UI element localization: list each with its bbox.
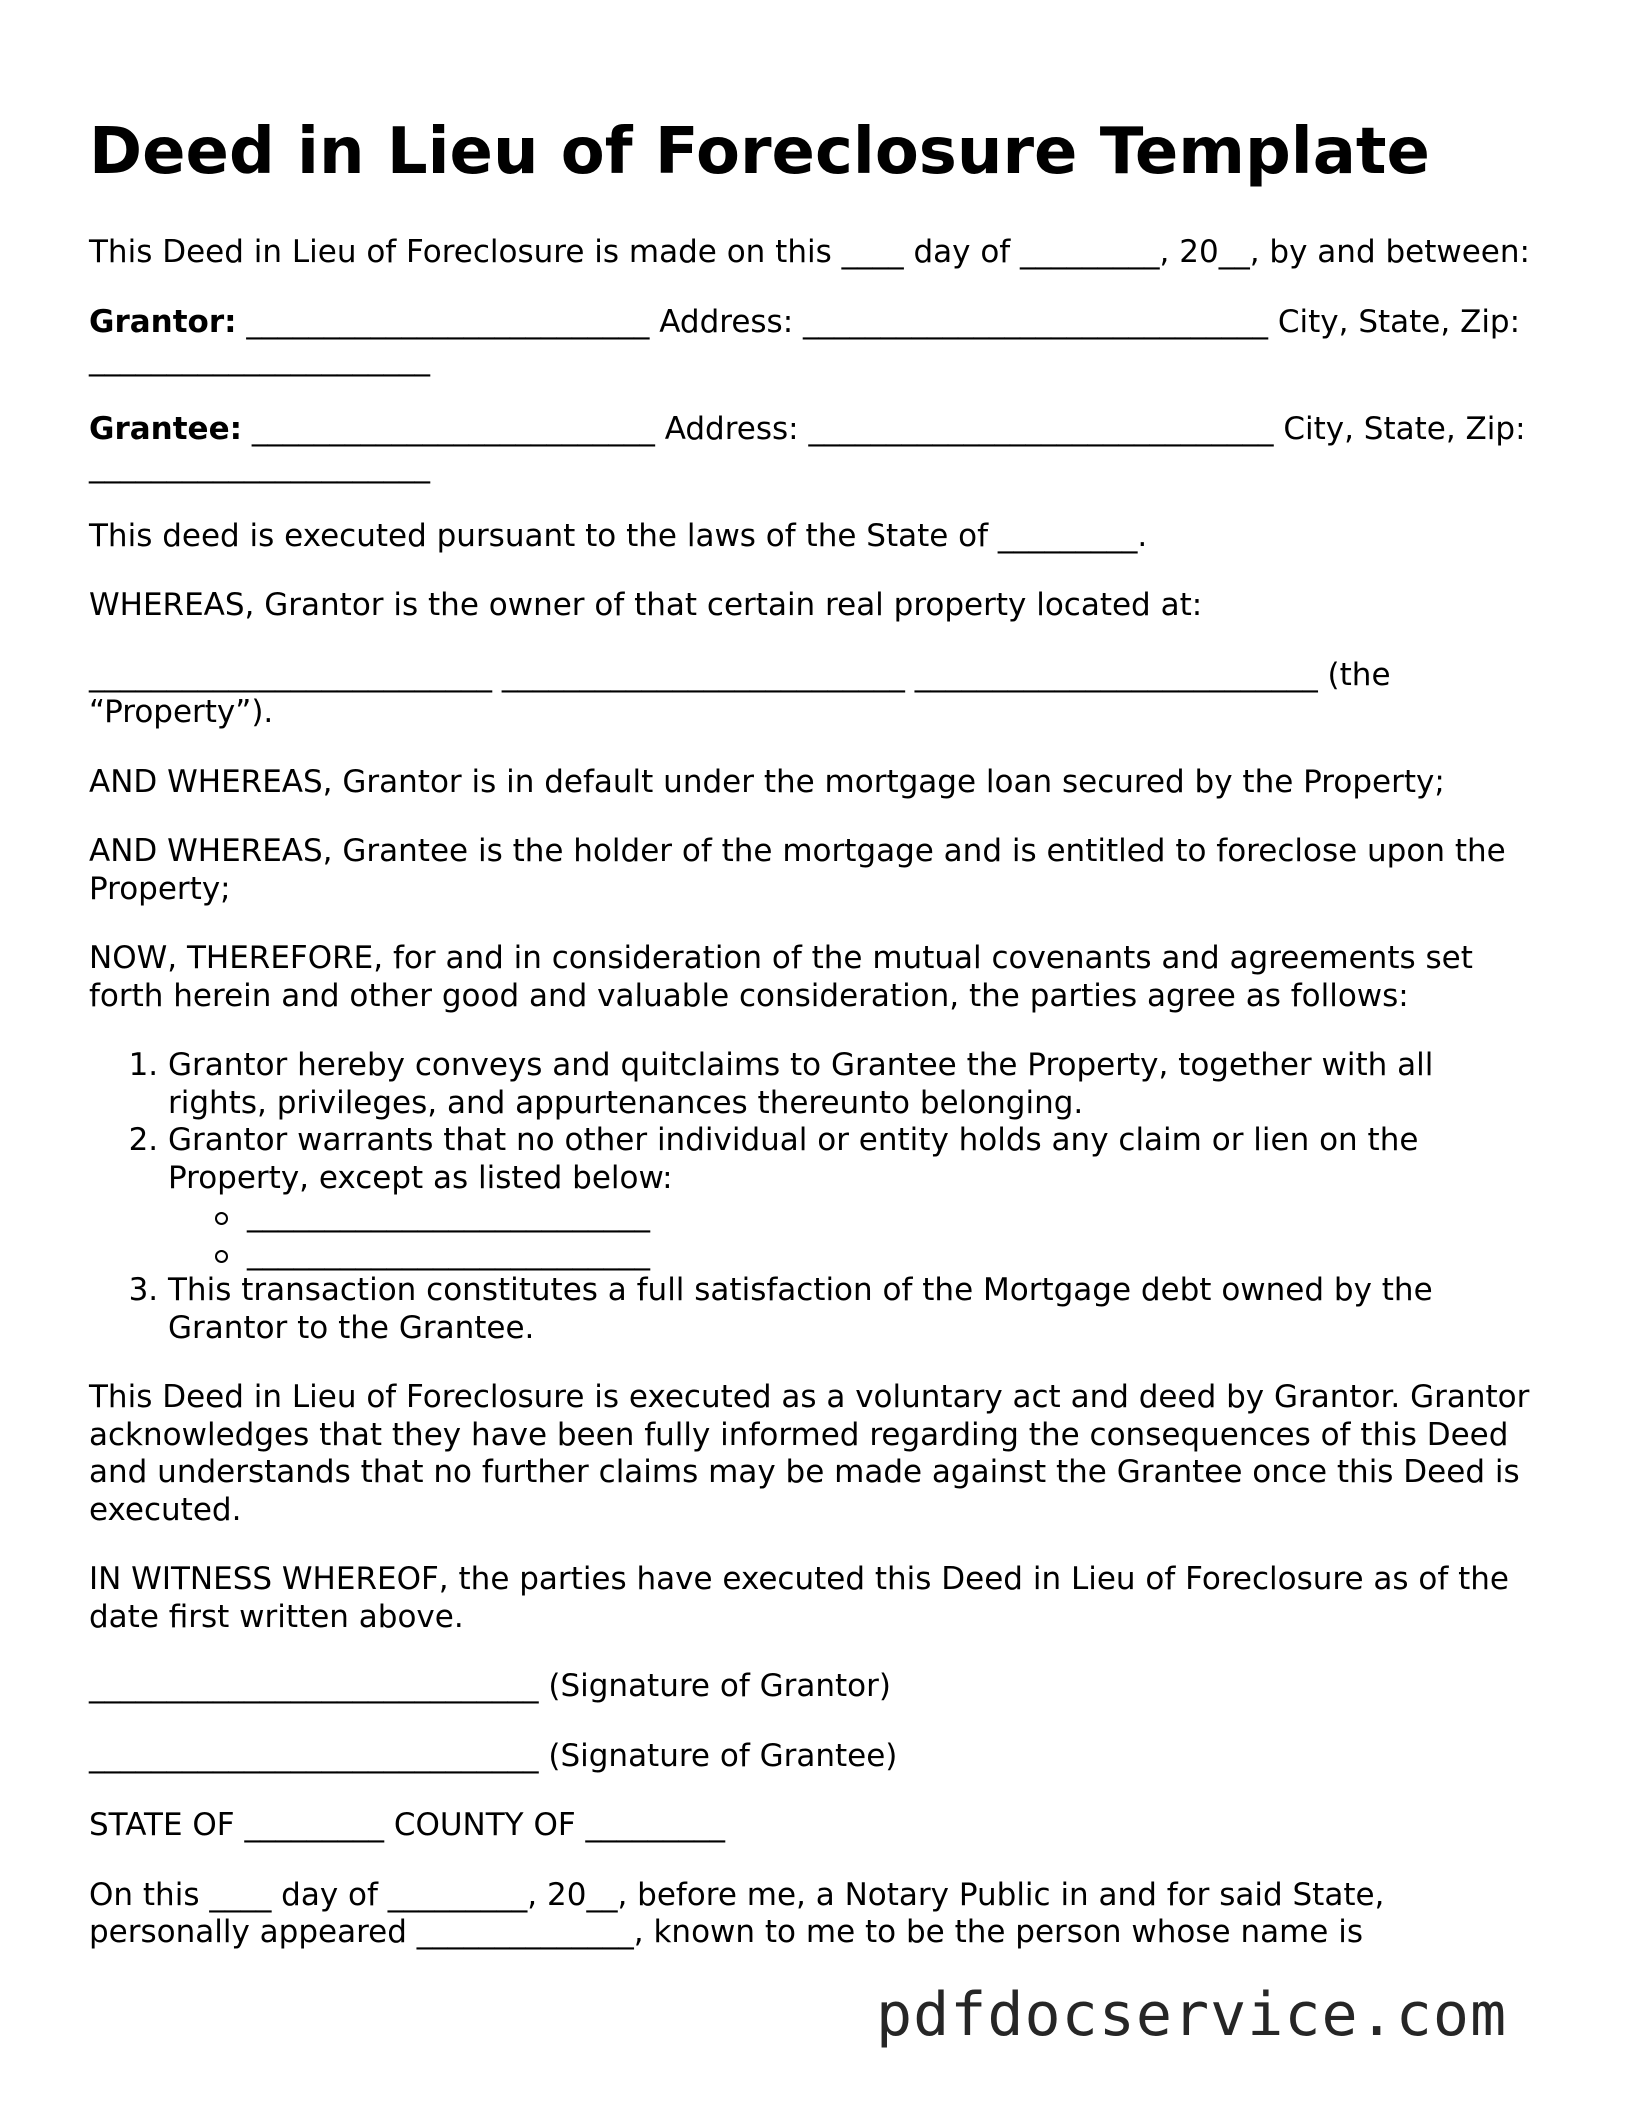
witness-paragraph: IN WITNESS WHEREOF, the parties have executed this Deed in Lieu of Foreclosure as of the date first written above.	[89, 1561, 1509, 1635]
grantor-signature-line: _____________________________ (Signature of Grantor)	[89, 1668, 891, 1704]
grantor-label: Grantor:	[89, 303, 237, 340]
grantee-signature-line: _____________________________ (Signature of Grantee)	[89, 1737, 898, 1774]
watermark-text: pdfdocservice.com	[876, 1980, 1508, 2050]
intro-paragraph: This Deed in Lieu of Foreclosure is made on this ____ day of _________, 20__, by and between:	[89, 234, 1530, 270]
covenant-item	[168, 1122, 1539, 1272]
state-county-line: STATE OF _________ COUNTY OF _________	[89, 1807, 726, 1843]
now-therefore-paragraph: NOW, THEREFORE, for and in consideration of the mutual covenants and agreements set forth herein and other good and valuable consideration, the parties agree as follows:	[89, 940, 1473, 1014]
grantee-fields: __________________________ Address: ______________________________ City, State, Zip: ______________________	[89, 410, 1526, 484]
grantor-block	[89, 304, 1539, 379]
covenant-text: Grantor hereby conveys and quitclaims to Grantee the Property, together with all rights, privileges, and appurtenances thereunto belonging.	[168, 1047, 1434, 1121]
voluntary-act-paragraph: This Deed in Lieu of Foreclosure is executed as a voluntary act and deed by Grantor. Grantor acknowledges that they have been fully informed regarding the consequences of this Deed and understands that no further claims may be made against the Grantee once this Deed is executed.	[89, 1379, 1530, 1528]
whereas-holder-paragraph: AND WHEREAS, Grantee is the holder of the mortgage and is entitled to foreclose upon the Property;	[89, 833, 1506, 907]
covenant-text: This transaction constitutes a full satisfaction of the Mortgage debt owned by the Grantor to the Grantee.	[168, 1272, 1433, 1346]
covenant-text: Grantor warrants that no other individual or entity holds any claim or lien on the Property, except as listed below:	[168, 1122, 1419, 1196]
grantor-fields: __________________________ Address: ______________________________ City, State, Zip: ______________________	[89, 303, 1521, 377]
whereas-default-paragraph: AND WHEREAS, Grantor is in default under the mortgage loan secured by the Property;	[89, 763, 1445, 800]
grantee-label: Grantee:	[89, 410, 242, 447]
covenant-item	[168, 1272, 1539, 1347]
covenant-item	[168, 1047, 1539, 1122]
document-page	[89, 112, 1539, 1984]
document-title: Deed in Lieu of Foreclosure Template	[89, 115, 1430, 189]
state-law-paragraph: This deed is executed pursuant to the laws of the State of _________.	[89, 517, 1148, 554]
lien-item: __________________________	[215, 1197, 1539, 1235]
whereas-owner-paragraph: WHEREAS, Grantor is the owner of that certain real property located at:	[89, 587, 1203, 623]
grantee-block	[89, 411, 1539, 486]
notary-paragraph: On this ____ day of _________, 20__, before me, a Notary Public in and for said State, personally appeared ______________, known to me to be the person whose name is	[89, 1876, 1385, 1950]
liens-list	[168, 1197, 1539, 1272]
property-line: __________________________ __________________________ __________________________ (the “Property”).	[89, 656, 1391, 730]
covenants-list	[89, 1047, 1539, 1347]
lien-item: __________________________	[215, 1235, 1539, 1273]
